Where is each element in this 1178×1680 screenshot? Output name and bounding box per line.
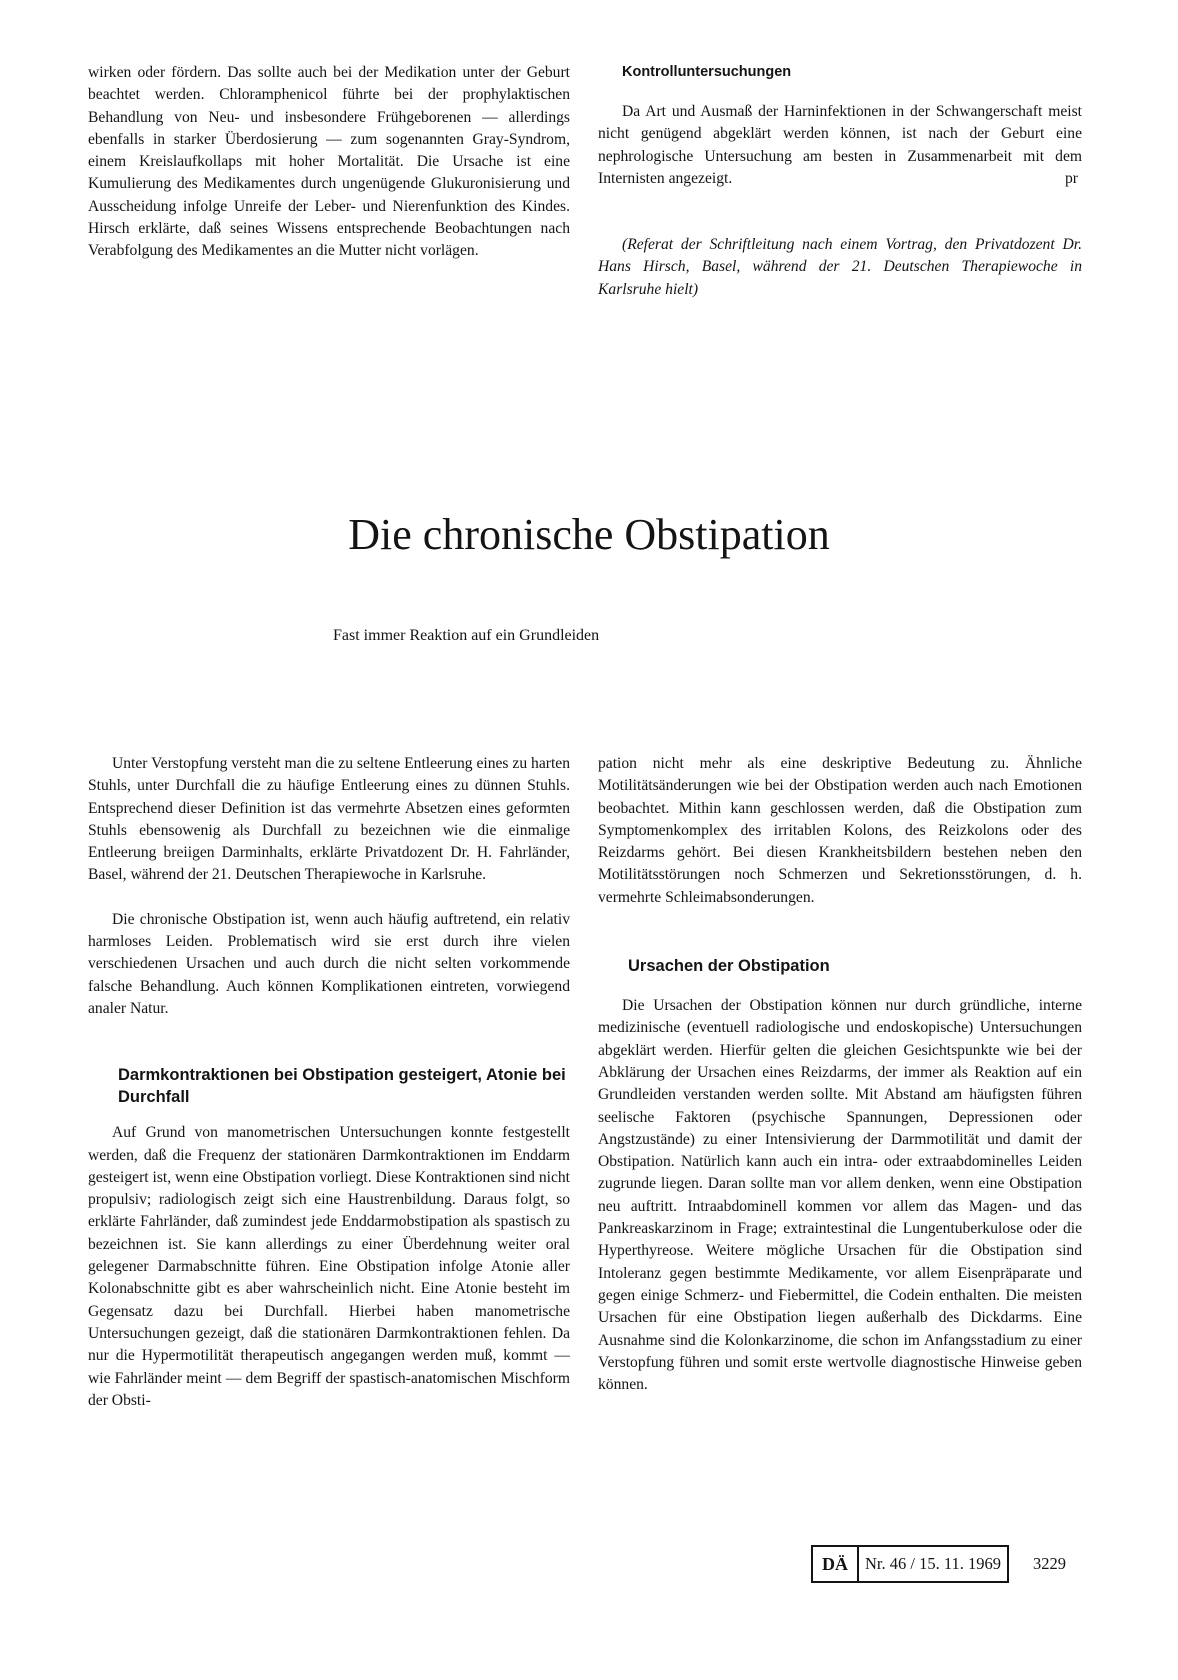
editorial-note: (Referat der Schriftleitung nach einem Vortrag, den Privatdozent Dr. Hans Hirsch, Basel, während der 21. Deutschen Therapiewoche in Karlsruhe hielt) <box>598 236 1082 298</box>
intro-paragraph: Unter Verstopfung versteht man die zu seltene Entleerung eines zu harten Stuhls, unter Durchfall die zu häufige Entleerung eines zu dünnen Stuhls. Entsprechend dieser Definition ist das vermehrte Absetzen eines geformten Stuhls ebensowenig als Durchfall zu bezeichnen wie die einmalige Entleerung breiigen Darminhalts, erklärte Privatdozent Dr. H. Fahrländer, Basel, während der 21. Deutschen Therapiewoche in Karlsruhe. <box>88 755 570 884</box>
darmkontraktionen-paragraph: Auf Grund von manometrischen Untersuchungen konnte festgestellt werden, daß die Frequenz der stationären Darmkontraktionen im Enddarm gesteigert ist, wenn eine Obstipation vorliegt. Diese Kontraktionen sind nicht propulsiv; radiologisch zeigt sich eine Haustrenbildung. Daraus folgt, so erklärte Fahrländer, daß zumindest jede Enddarmobstipation als spastisch zu bezeichnen ist. Sie kann allerdings zu einer Überdehnung weiter oral gelegener Darmabschnitte führen. Eine Obstipation infolge Atonie aller Kolonabschnitte gibt es aber wahrscheinlich nicht. Eine Atonie besteht im Gegensatz dazu bei Durchfall. Hierbei haben manometrische Untersuchungen gezeigt, daß die stationären Darmkontraktionen fehlen. Da nur die Hypermotilität therapeutisch angegangen werden muß, kommt — wie Fahrländer meint — dem Begriff der spastisch-anatomischen Mischform der Obsti- <box>88 1124 571 1409</box>
page-footer <box>811 1545 1066 1583</box>
second-paragraph: Die chronische Obstipation ist, wenn auch häufig auftretend, ein relativ harmloses Leiden. Problematisch wird sie erst durch ihre vielen verschiedenen Ursachen und auch durch die nicht selten vorkommende falsche Behandlung. Auch können Komplikationen eintreten, vorwiegend analer Natur. <box>88 910 570 1017</box>
top-left-column <box>88 62 570 263</box>
continuation-paragraph: pation nicht mehr als eine deskriptive Bedeutung zu. Ähnliche Motilitätsänderungen wie bei der Obstipation werden auch nach Emotionen beobachtet. Mithin kann geschlossen werden, daß die Obstipation zum Symptomenkomplex des irritablen Kolons, des Reizkolons oder des Reizdarms gehört. Bei diesen Krankheitsbildern bestehen neben den Motilitätsstörungen noch Schmerzen und Sekretionsstörungen, d. h. vermehrte Schleimabsonderungen. <box>598 755 1082 906</box>
author-signature: pr <box>1065 169 1078 187</box>
ursachen-paragraph: Die Ursachen der Obstipation können nur durch gründliche, interne medizinische (eventuell radiologische und endoskopische) Untersuchungen abgeklärt werden. Hierfür gelten die gleichen Gesichtspunkte wie bei der Abklärung der Ursachen eines Reizdarms, der immer als Reaktion auf ein Grundleiden verstanden werden sollte. Mit Abstand am häufigsten führen seelische Faktoren (psychische Spannungen, Depressionen oder Angstzustände) zu einer Intensivierung der Darmmotilität und damit der Obstipation. Natürlich kann auch ein intra- oder extraabdominelles Leiden zugrunde liegen. Daran sollte man vor allem denken, wenn eine Obstipation neu auftritt. Intraabdominell kommen vor allem das Magen- und das Pankreaskarzinom in Frage; extraintestinal die Lungentuberkulose oder die Hyperthyreose. Weitere mögliche Ursachen für die Obstipation sind Intoleranz gegen bestimmte Medikamente, vor allem Eisenpräparate und gegen einige Schmerz- und Fiebermittel, die Codein enthalten. Die meisten Ursachen für eine Obstipation liegen außerhalb des Dickdarms. Eine Ausnahme sind die Kolonkarzinome, die schon im Anfangsstadium zu einer Verstopfung führen und somit erste wertvolle diagnostische Hinweise geben können. <box>598 997 1082 1394</box>
section-heading-darmkontraktionen: Darmkontraktionen bei Obstipation gesteigert, Atonie bei Durchfall <box>118 1066 566 1107</box>
bottom-right-column <box>598 753 1082 1396</box>
bottom-left-column <box>88 753 570 1412</box>
kontrolluntersuchungen-paragraph <box>598 101 1082 190</box>
journal-logo: DÄ <box>813 1547 859 1581</box>
continued-paragraph: wirken oder fördern. Das sollte auch bei der Medikation unter der Geburt beachtet werden. Chloramphenicol führte bei der prophylaktischen Behandlung von Neu- und insbesondere Frühgeborenen — allerdings ebenfalls in starker Überdosierung — zum sogenannten Gray-Syndrom, einem Kreislaufkollaps mit hoher Mortalität. Die Ursache ist eine Kumulierung des Medikamentes durch ungenügende Glukuronisierung und Ausscheidung infolge Unreife der Leber- und Nierenfunktion des Kindes. Hirsch erklärte, daß seines Wissens entsprechende Beobachtungen nach Verabfolgung des Medikamentes an die Mutter nicht vorlägen. <box>88 64 570 260</box>
top-right-column <box>598 62 1082 301</box>
kontrolluntersuchungen-text: Da Art und Ausmaß der Harninfektionen in der Schwangerschaft meist nicht genügend abgeklärt werden können, ist nach der Geburt eine nephrologische Untersuchung am besten in Zusammenarbeit mit dem Internisten angezeigt. <box>598 103 1082 187</box>
section-heading-ursachen: Ursachen der Obstipation <box>628 957 830 976</box>
page-number: 3229 <box>1032 1554 1066 1573</box>
article-subtitle: Fast immer Reaktion auf ein Grundleiden <box>333 627 600 644</box>
issue-info: Nr. 46 / 15. 11. 1969 <box>865 1554 1001 1573</box>
journal-box <box>811 1545 1009 1583</box>
section-heading-kontrolluntersuchungen: Kontrolluntersuchungen <box>622 64 792 80</box>
article-title: Die chronische Obstipation <box>348 510 830 559</box>
